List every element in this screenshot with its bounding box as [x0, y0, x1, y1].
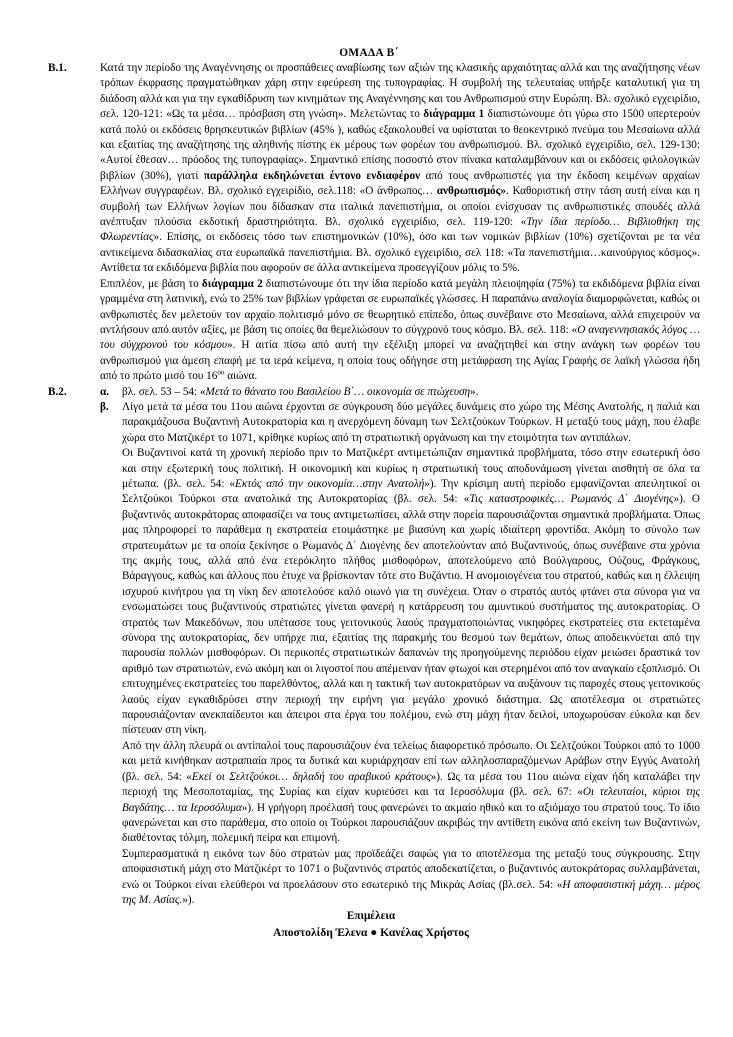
paragraph: βλ. σελ. 53 – 54: «Μετά το θάνατο του Βασιλείου Β΄… οικονομία σε πτώχευση».	[122, 385, 479, 398]
section-b2-marker-beta: β.	[100, 400, 109, 413]
section-b2-marker-alpha: α.	[100, 385, 110, 398]
section-b2-beta-content	[122, 400, 700, 908]
page-title: ΟΜΑΔΑ Β΄	[339, 47, 399, 59]
section-b1-label: Β.1.	[48, 62, 67, 74]
footer-caption: Επιμέλεια	[346, 910, 396, 923]
paragraph: Λίγο μετά τα μέσα του 11ου αιώνα έρχονται σε σύγκρουση δύο μεγάλες δυνάμεις στο χώρο της Μέσης Ανατολής, η παλιά και παρακμάζουσα Βυζαντινή Αυτοκρατορία και η ανερχόμενη δύναμη των Σελτζούκων Τούρκων. Η μεταξύ τους μάχη, που έλαβε χώρα στο Ματζικέρτ το 1071, κρίθηκε κυρίως από τη στρατιωτική οργάνωση και την ετοιμότητα των αντιπάλων.	[122, 400, 700, 444]
section-b1-content	[100, 61, 700, 385]
paragraph: Συμπερασματικά η εικόνα των δύο στρατών μας προϊδεάζει σαφώς για το αποτέλεσμα της μεταξύ τους σύγκρουσης. Στην αποφασιστική μάχη στο Ματζικέρτ το 1071 ο βυζαντινός στρατός αποδεκατίζεται, ο βυζαντινός αυτοκράτορας συλλαμβάνεται, ενώ οι Τούρκοι είναι ελεύθεροι να προελάσουν στο εσωτερικό της Μικράς Ασίας (βλ.σελ. 54: «Η αποφασιστική μάχη… μέρος της Μ. Ασίας.»).	[122, 847, 700, 906]
section-b2-label: Β.2.	[48, 385, 67, 398]
section-b2	[48, 385, 700, 400]
section-b2-beta	[48, 400, 700, 908]
paragraph: Επιπλέον, με βάση το διάγραμμα 2 διαπιστώνουμε ότι την ίδια περίοδο κατά μεγάλη πλειοψηφία (75%) τα εκδιδόμενα βιβλία είναι γραμμένα στη λατινική, ενώ το 25% των βιβλίων γράφεται σε ευρωπαϊκές γλώσσες. Η παραπάνω αναλογία διαμορφώνεται, καθώς οι ανθρωπιστές δεν μελετούν τον αρχαίο πολιτισμό μόνο σε θεωρητικό επίπεδο, όπως συνέβαινε στο Μεσαίωνα, αλλά επιχειρούν να αντλήσουν από αυτόν αξίες, με βάση τις οποίες θα θεμελιώσουν το σύγχρονό τους κόσμο. Βλ. σελ. 118: «Ο αναγεννησιακός λόγος … του σύγχρονού του κόσμου». Η αιτία πίσω από αυτή την εξέλιξη μπορεί να αναζητηθεί και στην ανάγκη των φορέων του ανθρωπισμού για άμεση επαφή με τα ιερά κείμενα, η οποία τους οδήγησε στη μετάφραση της Αγίας Γραφής σε λαϊκή γλώσσα ήδη από το πρώτο μισό του $16^{o\upsilon}$ αιώνα.	[100, 277, 700, 383]
footer-block	[48, 909, 700, 940]
section-b1	[48, 61, 700, 385]
section-b2-alpha-content	[122, 385, 700, 400]
paragraph: Κατά την περίοδο της Αναγέννησης οι προσπάθειες αναβίωσης των αξιών της κλασικής αρχαιότητας αλλά και της αναζήτησης νέων τρόπων έκφρασης πραγματώθηκαν χάρη στην εφεύρεση της τυπογραφίας. Η συμβολή της τελευταίας υπήρξε καταλυτική για τη διάδοση αλλά και για την εγκαθίδρυση των κινημάτων της Αναγέννησης και του Ανθρωπισμού στην Ευρώπη. Βλ. σχολικό εγχειρίδιο, σελ. 120-121: «Ως τα μέσα… πρόσβαση στη γνώση». Μελετώντας το διάγραμμα 1 διαπιστώνουμε ότι γύρω στο 1500 υπερτερούν κατά πολύ οι εκδόσεις θρησκευτικών βιβλίων (45% ), καθώς εξακολουθεί να υφίσταται το θεοκεντρικό πνεύμα του Μεσαίωνα αλλά και εξαιτίας της αναζήτησης της αληθινής πίστης εκ μέρους των φορέων του ανθρωπισμού. Βλ. σχολικό εγχειρίδιο, σελ. 129-130: «Αυτοί έθεσαν… πρόοδος της τυπογραφίας». Σημαντικό επίσης ποσοστό στον πίνακα καταλαμβάνουν και οι εκδόσεις φιλολογικών βιβλίων (30%), γιατί παράλληλα εκδηλώνεται έντονο ενδιαφέρον από τους ανθρωπιστές για την έκδοση κειμένων αρχαίων Ελλήνων συγγραφέων. Βλ. σχολικό εγχειρίδιο, σελ.118: «Ο άνθρωπος… ανθρωπισμός». Καθοριστική στην τάση αυτή είναι και η συμβολή των Ελλήνων λογίων που δίδασκαν στα ιταλικά πανεπιστήμια, οι οποίοι ενίσχυσαν τις ανθρωπιστικές σπουδές αλλά ανέπτυξαν πλούσια εκδοτική δραστηριότητα. Βλ. σχολικό εγχειρίδιο, σελ. 119-120: «Την ίδια περίοδο… Βιβλιοθήκη της Φλωρεντίας». Επίσης, οι εκδόσεις τόσο των επιστημονικών (10%), όσο και των νομικών βιβλίων (10%) σχετίζονται με τα νέα αντικείμενα διδασκαλίας στα ευρωπαϊκά πανεπιστήμια. Βλ. σχολικό εγχειρίδιο, σελ 118: «Τα πανεπιστήμια…καινούργιος κόσμος». Αντίθετα τα εκδιδόμενα βιβλία που αφορούν σε άλλα αντικείμενα προσεγγίζουν μόλις το 5%.	[100, 62, 701, 275]
paragraph: Από την άλλη πλευρά οι αντίπαλοί τους παρουσιάζουν ένα τελείως διαφορετικό πρόσωπο. Οι Σελτζούκοι Τούρκοι από το 1000 και μετά κινήθηκαν αστραπιαία προς τα δυτικά και κυριάρχησαν επί των αλληλοσπαραζόμενων Αράβων στην Εγγύς Ανατολή (βλ. σελ. 54: «Εκεί οι Σελτζούκοι… δηλαδή του αραβικού κράτους»). Ως τα μέσα του 11ου αιώνα είχαν ήδη καταλάβει την περιοχή της Μεσοποταμίας, της Συρίας και είχαν κυριεύσει και τα Ιεροσόλυμα (βλ. σελ. 67: «Οι τελευταίοι, κύριοι της Βαγδάτης… τα Ιεροσόλυμα»). Η γρήγορη προέλασή τους φανερώνει το ακμαίο ηθικό και το αξιόμαχο του στρατού τους. Το ίδιο φανερώνεται και στο παράθεμα, στο οποίο οι Τούρκοι παρουσιάζουν ακριβώς την αντίθετη εικόνα από εκείνη των Βυζαντινών, διαθέτοντας τόλμη, πολεμική πείρα και επιμονή.	[122, 739, 701, 845]
paragraph: Οι Βυζαντινοί κατά τη χρονική περίοδο πριν το Ματζικέρτ αντιμετώπιζαν σημαντικά προβλήματα, τόσο στην εσωτερική όσο και στην εξωτερική τους πολιτική. Η οικονομική και κυρίως η στρατιωτική τους αποδυνάμωση γίνεται αισθητή σε όλα τα μέτωπα. (βλ. σελ. 54: «Εκτός από την οικονομία…στην Ανατολή»). Την κρίσιμη αυτή περίοδο εμφανίζονται απειλητικοί οι Σελτζούκοι Τούρκοι στα ανατολικά της Αυτοκρατορίας (βλ. σελ. 54: «Τις καταστροφικές… Ρωμανός Δ΄ Διογένης»). Ο βυζαντινός αυτοκράτορας αποφασίζει να τους αντιμετωπίσει, αλλά στην πορεία παρουσιάζονται σημαντικά προβλήματα. Όπως μας πληροφορεί το παράθεμα η εκστρατεία ετοιμάστηκε με βιασύνη και χωρίς ιδιαίτερη φροντίδα. Ακόμη το σύνολο των στρατευμάτων με τα οποία ξεκίνησε ο Ρωμανός Δ΄ Διογένης δεν αποτελούνταν από Βυζαντινούς, όπως συνέβαινε στα χρόνια της ακμής τους, αλλά από ένα ετερόκλητο πλήθος μισθοφόρων, αποτελούμενο από Βούλγαρους, Ούζους, Φράγκους, Βάραγγους, καθώς και άλλους που έτυχε να βρίσκονταν τότε στο Βυζάντιο. Η ανομοιογένεια του στρατού, καθώς και η έλλειψη ισχυρού κινήτρου για τη νίκη δεν αποτελούσε καλό οιωνό για τη συνέχεια. Όταν ο στρατός αυτός φτάνει στα σύνορα για να ενσωματώσει τους βυζαντινούς στρατιώτες γίνεται φανερή η κατάρρευση του αμυντικού συστήματος της αυτοκρατορίας. Ο στρατός των Μακεδόνων, που υπέτασσε τους γειτονικούς λαούς πραγματοποιώντας νικηφόρες εκστρατείες στα εκτεταμένα σύνορα της αυτοκρατορίας, δεν υπήρχε πια, εξαιτίας της παρακμής του θεσμού των θεμάτων, όπως αποδεικνύεται από την παρουσία πολλών μισθοφόρων. Οι περικοπές στρατιωτικών δαπανών της προηγούμενης περιόδου είχαν μειώσει δραστικά τον αριθμό των στρατιωτών, ενώ ακόμη και οι λιγοστοί που απέμειναν ήταν φτωχοί και στερημένοι από τον αναγκαίο εξοπλισμό. Οι επιτυχημένες εκστρατείες του παρελθόντος, αλλά και η τακτική των αυτοκρατόρων να αυξάνουν τις παροχές στους γειτονικούς λαούς είχαν εγκαθιδρύσει στην περιοχή την ειρήνη για μεγάλο χρονικό διάστημα. Ως αποτέλεσμα οι στρατιώτες παρουσιάζονταν ανεκπαίδευτοι και άπειροι στα έργα του πολέμου, ενώ στη μάχη ήταν δειλοί, υποχωρούσαν εύκολα και δεν πίστευαν στη νίκη.	[122, 447, 701, 737]
footer-names: Αποστολίδη Έλενα ● Κανέλας Χρήστος	[273, 925, 469, 939]
